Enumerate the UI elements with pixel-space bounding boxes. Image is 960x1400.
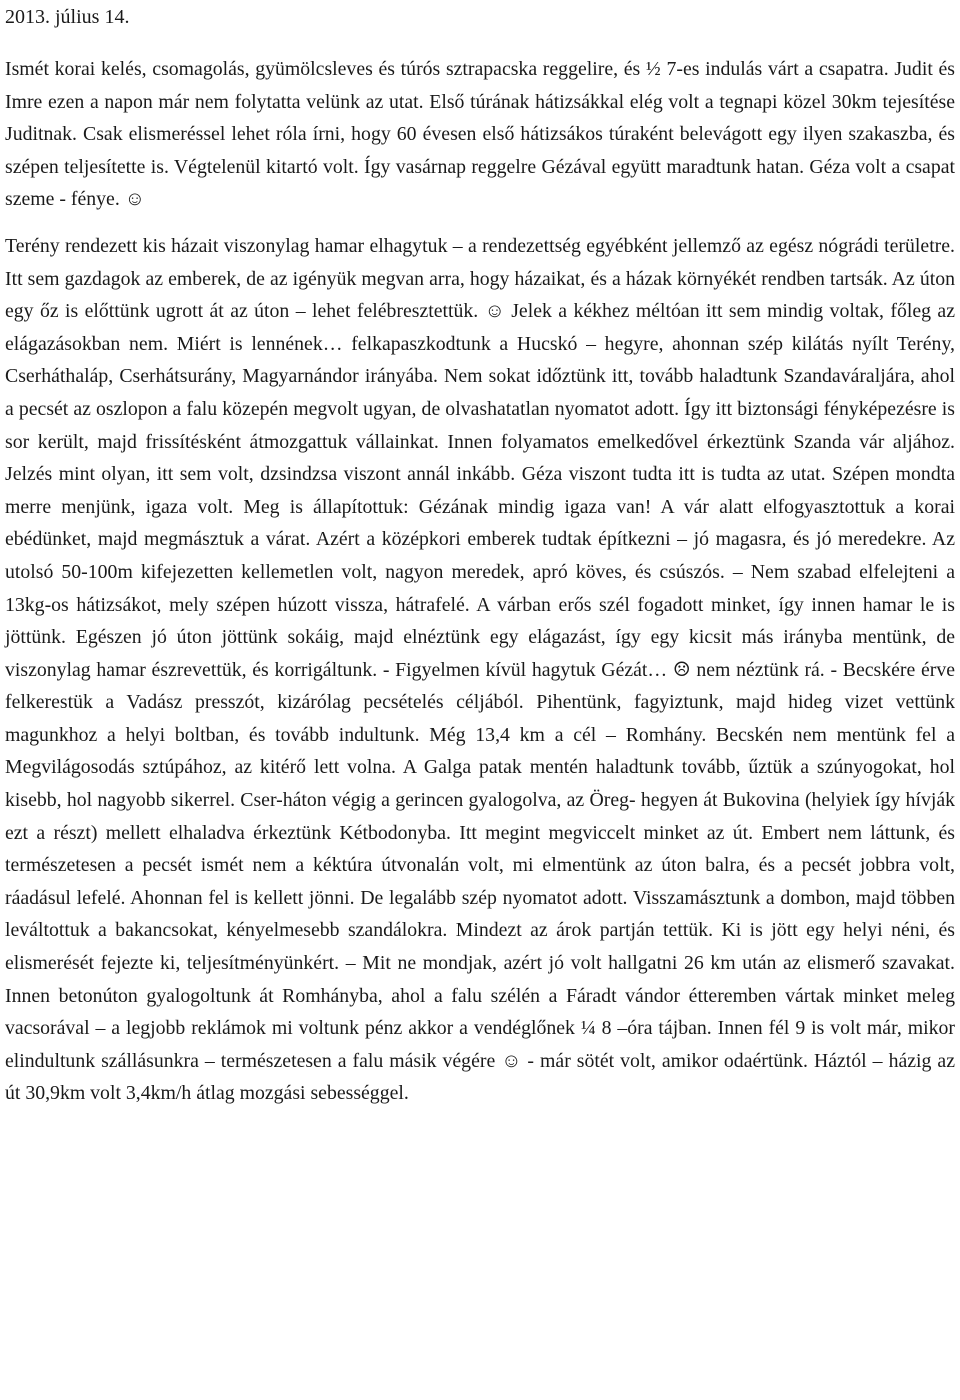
paragraph-morning-departure: Ismét korai kelés, csomagolás, gyümölcsleves és túrós sztrapacska reggelire, és ½ 7-es indulás várt a csapatra. Judit és Imre ezen a napon már nem folytatta velünk az utat. Első túrának hátizsákkal elég volt a tegnapi közel 30km tejesítése Juditnak. Csak elismeréssel lehet róla írni, hogy 60 évesen első hátizsákos túraként belevágott egy ilyen szakaszba, és szépen teljesítette is. Végtelenül kitartó volt. Így vasárnap reggelre Gézával együtt maradtunk hatan. Géza volt a csapat szeme - fénye. ☺ <box>5 58 955 211</box>
document-date: 2013. július 14. <box>5 6 130 28</box>
paragraph-hike-journey: Terény rendezett kis házait viszonylag hamar elhagytuk – a rendezettség egyébként jellemző az egész nógrádi területre. Itt sem gazdagok az emberek, de az igényük megvan arra, hogy házaikat, és a házak környékét rendben tartsák. Az úton egy őz is előttünk ugrott át az úton – lehet felébresztettük. ☺ Jelek a kékhez méltóan itt sem mindig voltak, főleg az elágazásokban nem. Miért is lennének… felkapaszkodtunk a Hucskó – hegyre, ahonnan szép kilátás nyílt Terény, Cserháthaláp, Cserhátsurány, Magyarnándor irányába. Nem sokat időztünk itt, tovább haladtunk Szandaváraljára, ahol a pecsét az oszlopon a falu közepén megvolt ugyan, de olvashatatlan nyomatot adott. Így itt biztonsági fényképezésre is sor került, majd frissítésként átmozgattuk vállainkat. Innen folyamatos emelkedővel érkeztünk Szanda vár aljához. Jelzés mint olyan, itt sem volt, dzsindzsa viszont annál inkább. Géza viszont tudta itt is tudta az utat. Szépen mondta merre menjünk, igaza volt. Meg is állapítottuk: Gézának mindig igaza van! A vár alatt elfogyasztottuk a korai ebédünket, majd megmásztuk a várat. Azért a középkori emberek tudtak építkezni – jó magasra, és jó meredekre. Az utolsó 50-100m kifejezetten kellemetlen volt, nagyon meredek, apró köves, és csúszós. – Nem szabad elfelejteni a 13kg-os hátizsákot, mely szépen húzott vissza, hátrafelé. A várban erős szél fogadott minket, így innen hamar le is jöttünk. Egészen jó úton jöttünk sokáig, majd elnéztünk egy elágazást, így egy kicsit más irányba mentünk, de viszonylag hamar észrevettük, és korrigáltunk. - Figyelmen kívül hagytuk Gézát… ☹ nem néztünk rá. - Becskére érve felkerestük a Vadász presszót, kizárólag pecsételés céljából. Pihentünk, fagyiztunk, majd hideg vizet vettünk magunkhoz a helyi boltban, és tovább indultunk. Még 13,4 km a cél – Romhány. Becskén nem mentünk fel a Megvilágosodás sztúpához, az kitérő lett volna. A Galga patak mentén haladtunk tovább, űztük a szúnyogokat, hol kisebb, hol nagyobb sikerrel. Cser-háton végig a gerincen gyalogolva, az Öreg- hegyen át Bukovina (helyiek így hívják ezt a részt) mellett elhaladva érkeztünk Kétbodonyba. Itt megint megviccelt minket az út. Embert nem láttunk, és természetesen a pecsét ismét nem a kéktúra útvonalán volt, mi elmentünk az úton balra, és a pecsét jobbra volt, ráadásul lefelé. Ahonnan fel is kellett jönni. De legalább szép nyomatot adott. Visszamásztunk a dombon, majd többen leváltottuk a bakancsokat, kényelmesebb szandálokra. Mindezt az árok partján tettük. Ki is jött egy helyi néni, és elismerését fejezte ki, teljesítményünkért. – Mit ne mondjak, azért jó volt hallgatni 26 km után az elismerő szavakat. Innen betonúton gyalogoltunk át Romhányba, ahol a falu szélén a Fáradt vándor étteremben vártak minket meleg vacsorával – a legjobb reklámok mi voltunk pénz akkor a vendéglőnek ¼ 8 –óra tájban. Innen fél 9 is volt már, mikor elindultunk szállásunkra – természetesen a falu másik végére ☺ - már sötét volt, amikor odaértünk. Háztól – házig az út 30,9km volt 3,4km/h átlag mozgási sebességgel. <box>5 234 955 1105</box>
document-page <box>5 0 955 1110</box>
